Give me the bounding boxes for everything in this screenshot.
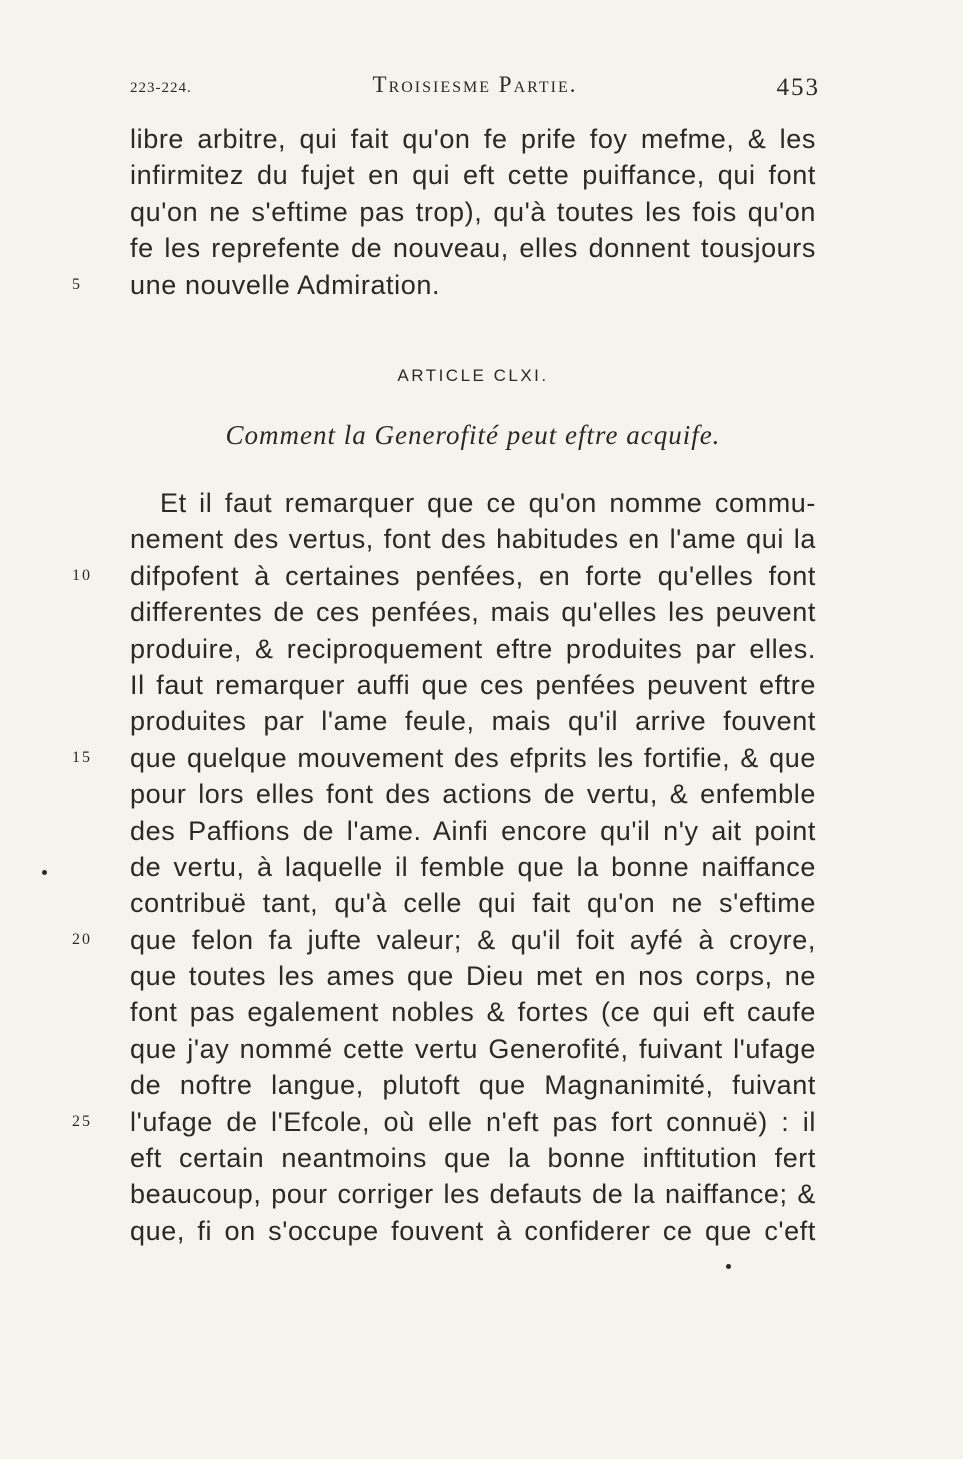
line-number: 10 <box>72 566 92 584</box>
text-line-content: pour lors elles font des actions de vertu, & enfemble <box>130 779 816 810</box>
text-line-content: une nouvelle Admiration. <box>130 269 441 300</box>
text-line-content: fe les reprefente de nouveau, elles donnent tousjours <box>130 233 816 264</box>
text-line-content: libre arbitre, qui fait qu'on fe prife foy mefme, & les <box>130 124 816 154</box>
text-line <box>130 594 816 630</box>
text-line <box>130 121 816 157</box>
line-number: 25 <box>72 1112 92 1130</box>
header-page-range: 223-224. <box>130 80 192 96</box>
text-line <box>130 230 816 266</box>
text-line <box>130 885 816 921</box>
text-line-content: produire, & reciproquement eftre produites par elles. <box>130 633 816 664</box>
text-line-content: infirmitez du fujet en qui eft cette puiffance, qui font <box>130 160 816 191</box>
text-line-content: font pas egalement nobles & fortes (ce qui eft caufe <box>130 997 816 1028</box>
text-line-content: que, fi on s'occupe fouvent à confiderer ce que c'eft <box>130 1215 816 1246</box>
text-line <box>130 1140 816 1176</box>
text-line <box>72 922 816 958</box>
print-speck <box>726 1264 731 1269</box>
line-number: 20 <box>72 930 92 948</box>
print-speck <box>42 870 47 875</box>
text-line <box>130 849 816 885</box>
text-line-content: de noftre langue, plutoft que Magnanimité, fuivant <box>130 1070 816 1101</box>
text-line <box>72 740 816 776</box>
text-line <box>130 813 816 849</box>
text-line <box>72 1104 816 1140</box>
text-line-content: nement des vertus, font des habitudes en l'ame qui la <box>130 524 816 555</box>
text-line <box>130 631 816 667</box>
text-line-content: eft certain neantmoins que la bonne inftitution fert <box>130 1143 816 1174</box>
text-line-content: Il faut remarquer auffi que ces penfées peuvent eftre <box>130 669 816 700</box>
text-line <box>130 194 816 230</box>
text-line <box>72 558 816 594</box>
text-line <box>130 485 816 521</box>
text-line-content: produites par l'ame feule, mais qu'il arrive fouvent <box>130 706 816 737</box>
text-line <box>130 776 816 812</box>
text-line-content: des Paffions de l'ame. Ainfi encore qu'il n'y ait point <box>130 815 816 846</box>
text-line-content: beaucoup, pour corriger les defauts de la naiffance; & <box>130 1179 816 1210</box>
text-line-content: que quelque mouvement des efprits les fortifie, & que <box>130 742 816 773</box>
text-line <box>130 1067 816 1103</box>
text-line-content: de vertu, à laquelle il femble que la bonne naiffance <box>130 851 816 882</box>
article-title: Comment la Generofité peut eftre acquife. <box>225 420 721 450</box>
text-line <box>72 267 816 303</box>
article-number: ARTICLE CLXI. <box>397 366 549 385</box>
text-line <box>130 1213 816 1249</box>
header-title: Troisiesme Partie. <box>372 72 578 97</box>
line-number: 5 <box>72 275 82 293</box>
text-line-content: que felon fa jufte valeur; & qu'il foit ayfé à croyre, <box>130 924 816 955</box>
text-line-content: contribuë tant, qu'à celle qui fait qu'on ne s'eftime <box>130 888 816 919</box>
text-line <box>130 703 816 739</box>
paragraph-continued <box>72 121 816 303</box>
paragraph-article-body <box>72 485 816 1249</box>
text-line <box>130 521 816 557</box>
text-line-content: difpofent à certaines penfées, en forte qu'elles font <box>130 560 816 591</box>
text-line-content: l'ufage de l'Efcole, où elle n'eft pas fort connuë) : il <box>130 1106 816 1137</box>
text-line-content: que j'ay nommé cette vertu Generofité, fuivant l'ufage <box>130 1033 816 1064</box>
text-line-content: differentes de ces penfées, mais qu'elles les peuvent <box>130 597 816 628</box>
text-line-content: qu'on ne s'eftime pas trop), qu'à toutes les fois qu'on <box>130 196 816 227</box>
line-number: 15 <box>72 748 92 766</box>
text-line-content: Et il faut remarquer que ce qu'on nomme commu- <box>160 488 816 518</box>
text-line <box>130 1031 816 1067</box>
text-line <box>130 157 816 193</box>
text-line <box>130 994 816 1030</box>
text-line <box>130 958 816 994</box>
text-line <box>130 667 816 703</box>
text-line <box>130 1176 816 1212</box>
text-line-content: que toutes les ames que Dieu met en nos corps, ne <box>130 961 816 992</box>
page-number: 453 <box>776 74 820 101</box>
running-header <box>130 70 820 110</box>
